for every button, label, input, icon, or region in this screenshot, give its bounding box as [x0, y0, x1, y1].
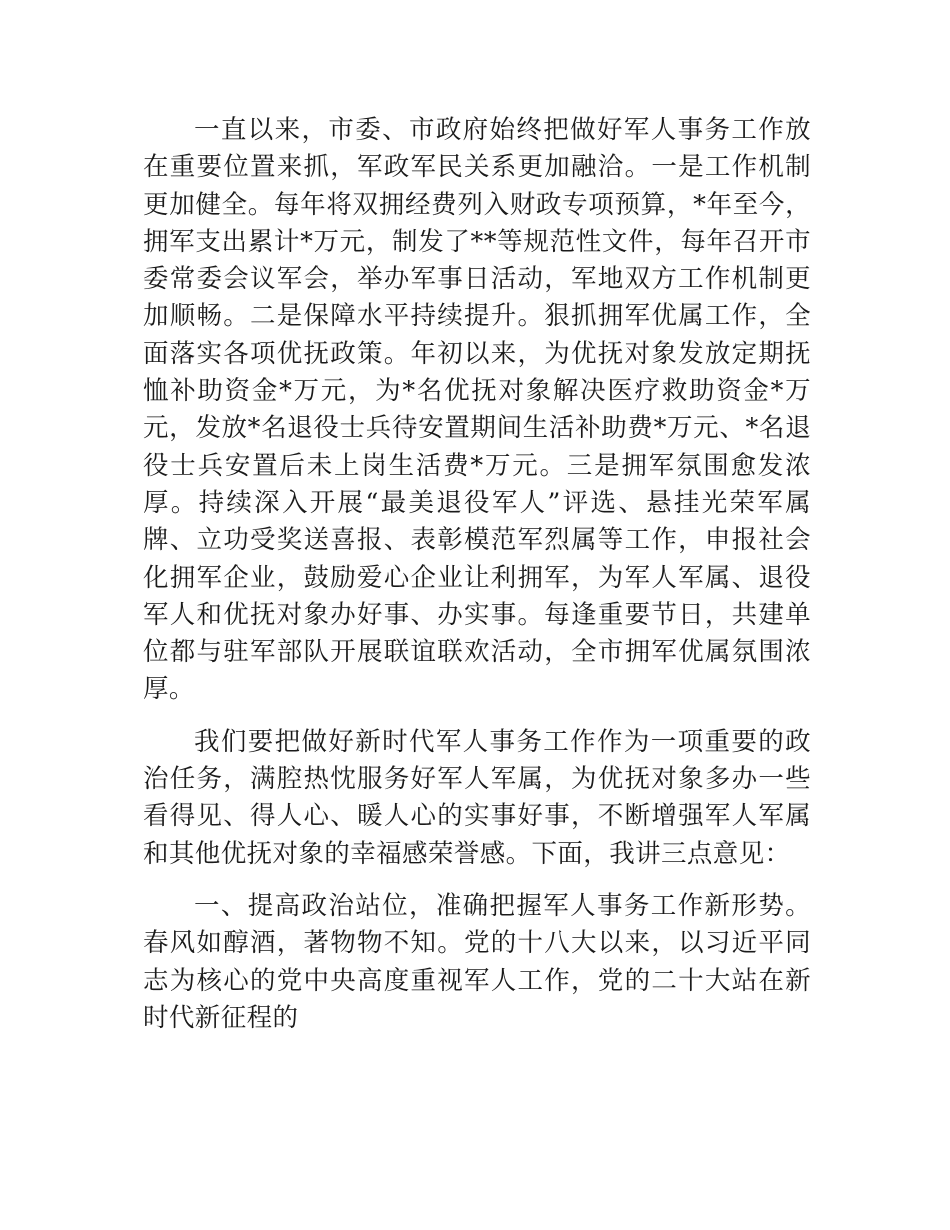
document-body	[143, 112, 811, 1037]
paragraph-3: 一、提高政治站位，准确把握军人事务工作新形势。春风如醇酒，著物物不知。党的十八大以来，以习近平同志为核心的党中央高度重视军人工作，党的二十大站在新时代新征程的	[143, 890, 811, 1033]
paragraph-2: 我们要把做好新时代军人事务工作作为一项重要的政治任务，满腔热忱服务好军人军属，为优抚对象多办一些看得见、得人心、暖人心的实事好事，不断增强军人军属和其他优抚对象的幸福感荣誉感。下面，我讲三点意见：	[143, 726, 811, 869]
paragraph-1: 一直以来，市委、市政府始终把做好军人事务工作放在重要位置来抓，军政军民关系更加融洽。一是工作机制更加健全。每年将双拥经费列入财政专项预算，*年至今，拥军支出累计*万元，制发了**等规范性文件，每年召开市委常委会议军会，举办军事日活动，军地双方工作机制更加顺畅。二是保障水平持续提升。狠抓拥军优属工作，全面落实各项优抚政策。年初以来，为优抚对象发放定期抚恤补助资金*万元，为*名优抚对象解决医疗救助资金*万元，发放*名退役士兵待安置期间生活补助费*万元、*名退役士兵安置后未上岗生活费*万元。三是拥军氛围愈发浓厚。持续深入开展“最美退役军人”评选、悬挂光荣军属牌、立功受奖送喜报、表彰模范军烈属等工作，申报社会化拥军企业，鼓励爱心企业让利拥军，为军人军属、退役军人和优抚对象办好事、办实事。每逢重要节日，共建单位都与驻军部队开展联谊联欢活动，全市拥军优属氛围浓厚。	[143, 115, 811, 705]
